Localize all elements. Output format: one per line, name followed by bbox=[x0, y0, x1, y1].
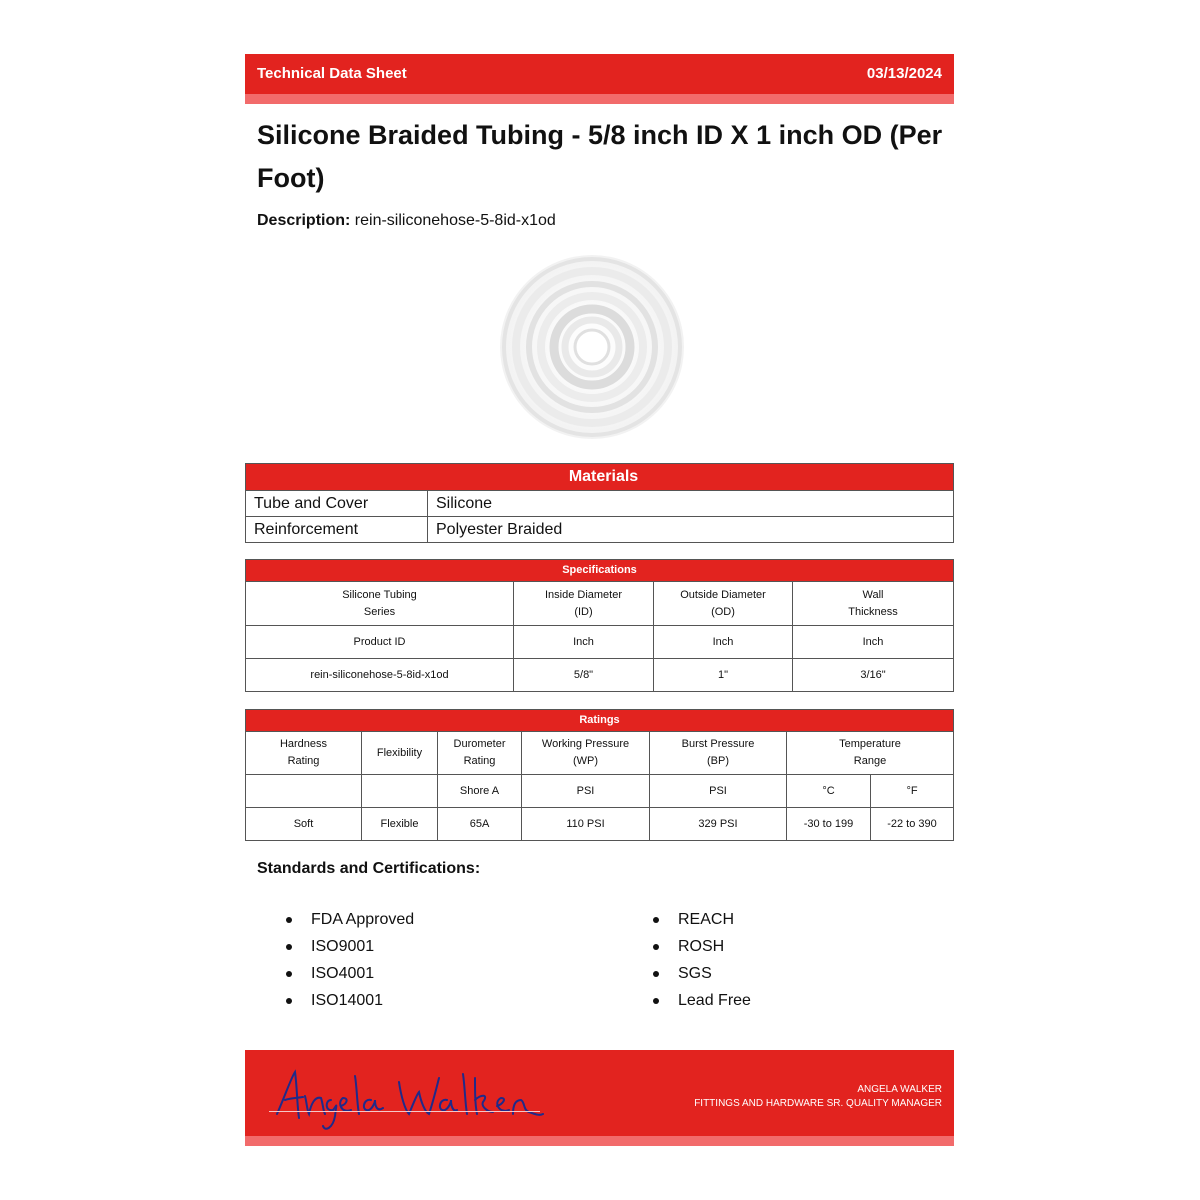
signatory-block bbox=[694, 1083, 942, 1111]
table-row bbox=[246, 582, 954, 626]
signatory-name: ANGELA WALKER bbox=[857, 1084, 942, 1095]
material-value: Silicone bbox=[428, 491, 954, 517]
signatory-role: FITTINGS AND HARDWARE SR. QUALITY MANAGER bbox=[694, 1098, 942, 1109]
footer-accent-strip bbox=[245, 1136, 954, 1146]
standard-label: FDA Approved bbox=[311, 911, 415, 928]
bullet-icon bbox=[653, 944, 659, 950]
bullet-icon bbox=[653, 971, 659, 977]
table-row bbox=[246, 732, 954, 775]
spec-value: 5/8" bbox=[514, 659, 654, 692]
rating-value: 65A bbox=[438, 808, 522, 841]
product-description bbox=[257, 212, 556, 230]
rating-header: Working Pressure (WP) bbox=[522, 732, 650, 775]
standard-label: REACH bbox=[678, 911, 735, 928]
standard-label: SGS bbox=[678, 965, 712, 982]
table-row bbox=[246, 659, 954, 692]
specifications-table bbox=[245, 559, 954, 692]
list-item bbox=[612, 990, 751, 1017]
spec-unit: Inch bbox=[514, 626, 654, 659]
bullet-icon bbox=[286, 971, 292, 977]
rating-header: Hardness Rating bbox=[246, 732, 362, 775]
description-value: rein-siliconehose-5-8id-x1od bbox=[354, 212, 556, 229]
spec-value: 3/16" bbox=[793, 659, 954, 692]
list-item bbox=[612, 936, 751, 963]
table-row bbox=[246, 775, 954, 808]
rating-unit: °C bbox=[787, 775, 871, 808]
rating-value: -22 to 390 bbox=[871, 808, 954, 841]
table-row bbox=[246, 517, 954, 543]
rating-unit bbox=[246, 775, 362, 808]
material-label: Tube and Cover bbox=[246, 491, 428, 517]
rating-header: Flexibility bbox=[362, 732, 438, 775]
standard-label: ROSH bbox=[678, 938, 725, 955]
bullet-icon bbox=[653, 998, 659, 1004]
rating-header: Temperature Range bbox=[787, 732, 954, 775]
standard-label: ISO9001 bbox=[311, 938, 375, 955]
header-title: Technical Data Sheet bbox=[257, 65, 407, 82]
rating-value: 110 PSI bbox=[522, 808, 650, 841]
header-date: 03/13/2024 bbox=[866, 65, 942, 82]
list-item bbox=[612, 909, 751, 936]
materials-table bbox=[245, 463, 954, 543]
spec-unit: Inch bbox=[793, 626, 954, 659]
rating-value: 329 PSI bbox=[650, 808, 787, 841]
rating-unit: °F bbox=[871, 775, 954, 808]
spec-header: Inside Diameter (ID) bbox=[514, 582, 654, 626]
spec-unit: Inch bbox=[654, 626, 793, 659]
list-item bbox=[245, 936, 414, 963]
bullet-icon bbox=[286, 944, 292, 950]
bullet-icon bbox=[286, 917, 292, 923]
spec-unit: Product ID bbox=[246, 626, 514, 659]
rating-unit: PSI bbox=[650, 775, 787, 808]
spec-value: 1" bbox=[654, 659, 793, 692]
header-accent-strip bbox=[245, 94, 954, 104]
standards-list-left bbox=[245, 909, 414, 1017]
description-label: Description: bbox=[257, 212, 351, 229]
signature-line bbox=[269, 1111, 540, 1112]
rating-unit bbox=[362, 775, 438, 808]
standards-list-right bbox=[612, 909, 751, 1017]
bullet-icon bbox=[653, 917, 659, 923]
table-row bbox=[246, 626, 954, 659]
rating-unit: Shore A bbox=[438, 775, 522, 808]
header-bar bbox=[245, 54, 954, 94]
spec-header: Outside Diameter (OD) bbox=[654, 582, 793, 626]
tubing-coil-image bbox=[497, 252, 687, 442]
ratings-title: Ratings bbox=[246, 710, 954, 732]
rating-value: Flexible bbox=[362, 808, 438, 841]
rating-unit: PSI bbox=[522, 775, 650, 808]
material-value: Polyester Braided bbox=[428, 517, 954, 543]
rating-value: Soft bbox=[246, 808, 362, 841]
standard-label: Lead Free bbox=[678, 992, 751, 1009]
list-item bbox=[612, 963, 751, 990]
materials-title: Materials bbox=[246, 464, 954, 491]
material-label: Reinforcement bbox=[246, 517, 428, 543]
rating-header: Durometer Rating bbox=[438, 732, 522, 775]
table-row bbox=[246, 491, 954, 517]
list-item bbox=[245, 963, 414, 990]
footer-bar bbox=[245, 1050, 954, 1136]
ratings-table bbox=[245, 709, 954, 841]
standards-title: Standards and Certifications: bbox=[257, 860, 481, 877]
signature-image bbox=[267, 1056, 547, 1136]
list-item bbox=[245, 990, 414, 1017]
bullet-icon bbox=[286, 998, 292, 1004]
spec-value: rein-siliconehose-5-8id-x1od bbox=[246, 659, 514, 692]
rating-value: -30 to 199 bbox=[787, 808, 871, 841]
specifications-title: Specifications bbox=[246, 560, 954, 582]
product-title: Silicone Braided Tubing - 5/8 inch ID X 1 inch OD (Per Foot) bbox=[257, 120, 943, 193]
rating-header: Burst Pressure (BP) bbox=[650, 732, 787, 775]
spec-header: Wall Thickness bbox=[793, 582, 954, 626]
table-row bbox=[246, 808, 954, 841]
list-item bbox=[245, 909, 414, 936]
spec-header: Silicone Tubing Series bbox=[246, 582, 514, 626]
standard-label: ISO4001 bbox=[311, 965, 375, 982]
standard-label: ISO14001 bbox=[311, 992, 384, 1009]
